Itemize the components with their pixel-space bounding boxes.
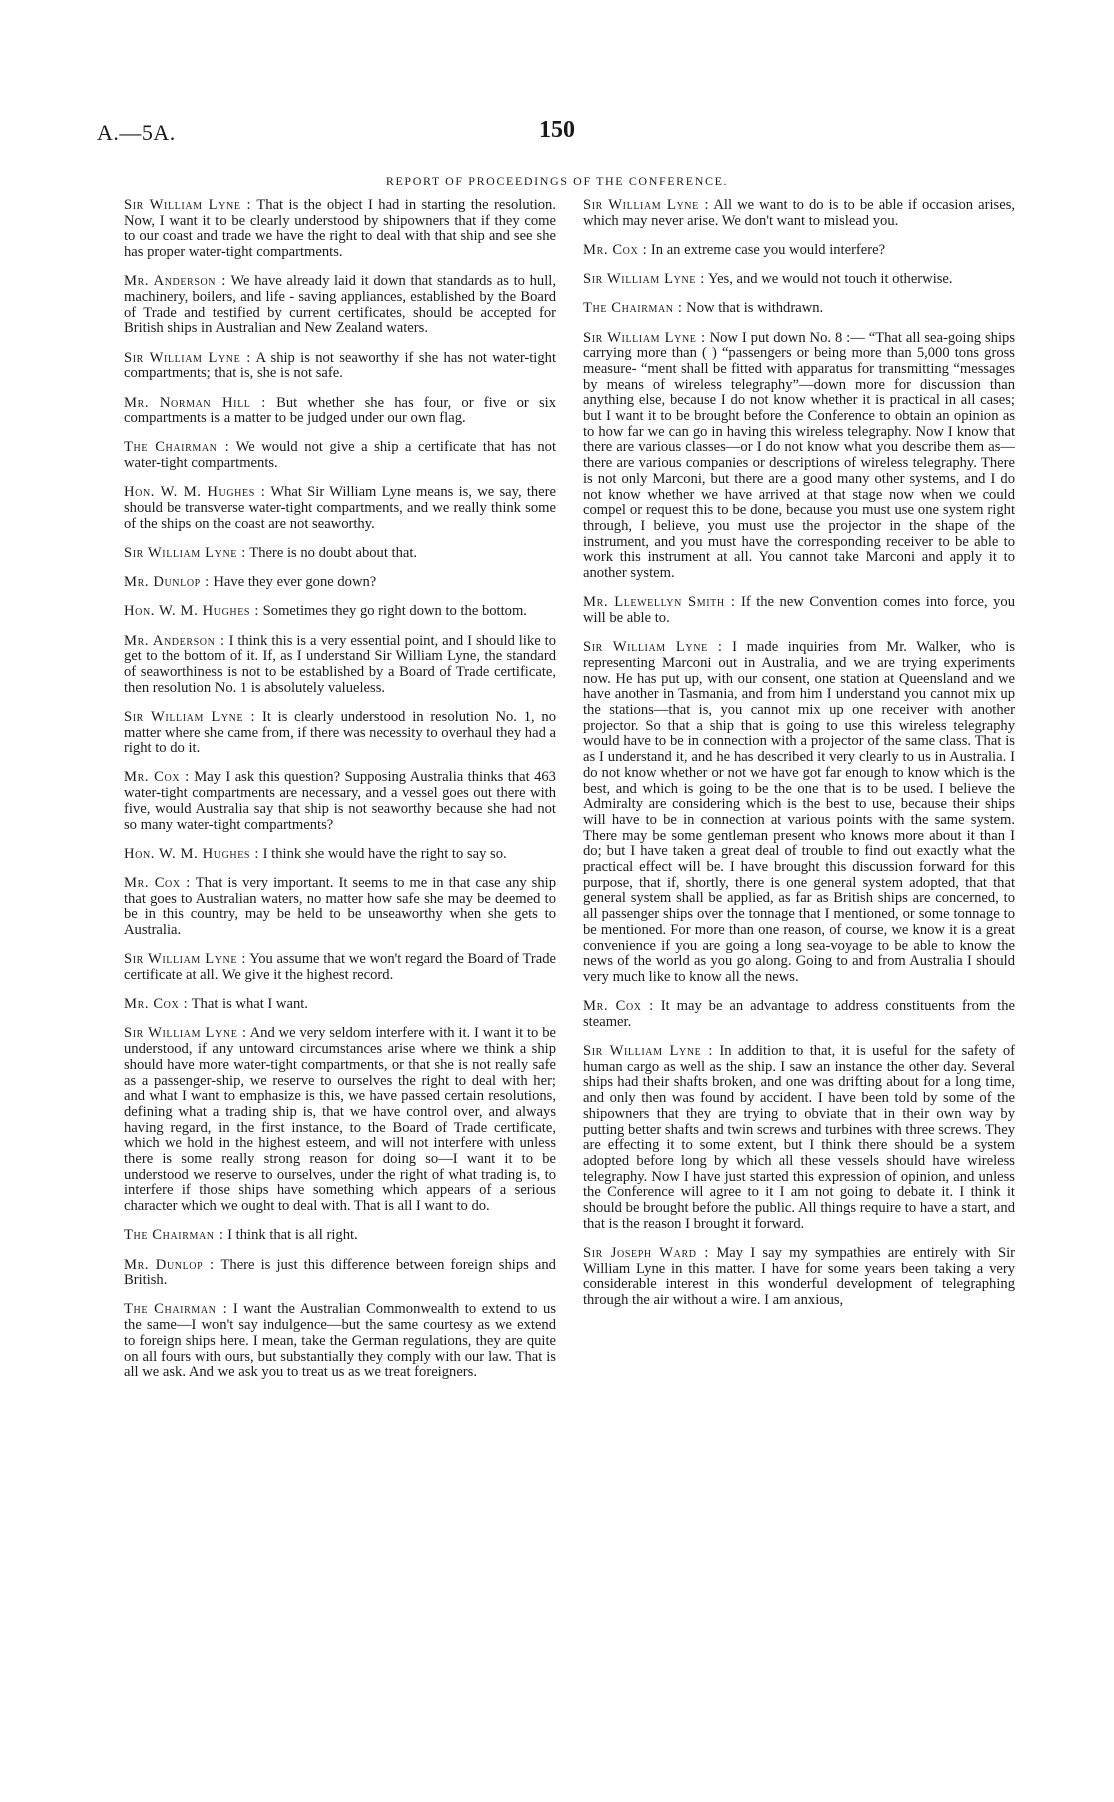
speech-paragraph [124, 485, 556, 532]
speech-text: We would not give a ship a certificate that has not water-tight compartments. [124, 439, 557, 472]
speech-paragraph [124, 1026, 556, 1214]
left-column [124, 198, 556, 1394]
speech-text: That is what I want. [191, 996, 308, 1013]
speaker-name: Mr. Cox : [583, 998, 654, 1015]
speaker-name: Sir William Lyne : [124, 708, 256, 725]
speaker-name: Mr. Cox : [124, 996, 189, 1013]
speech-text: If the new Convention comes into force, you will be able to. [583, 594, 1016, 626]
speaker-name: Sir Joseph Ward : [583, 1244, 710, 1261]
running-head: REPORT OF PROCEEDINGS OF THE CONFERENCE. [385, 174, 729, 188]
speaker-name: Hon. W. M. Hughes : [124, 603, 259, 620]
speaker-name: Sir William Lyne : [124, 1025, 247, 1042]
speaker-name: Sir William Lyne : [124, 197, 252, 213]
speech-paragraph [124, 710, 556, 757]
speaker-name: The Chairman : [124, 439, 230, 456]
speech-text: In addition to that, it is useful for the safety of human cargo as well as the ship. I saw an instance the other day. Several ships had their shafts broken, and one was drifting about for a long time, and only then was found by accident. I have been told by some of the shipowners that they are trying to obviate that in their own way by putting better shafts and twin screws and turbines with three screws. They are effecting it to some extent, but I think there should be a system adopted before long by which all these vessels should have wireless telegraphy. Now I have just started this expression of opinion, and unless the Conference will agree to it I am not going to debate it. I think it should be brought before the public. All things require to have a start, and that is the reason I brought it forward. [583, 1043, 1015, 1232]
speaker-name: Sir William Lyne : [583, 1043, 713, 1060]
speech-text: I want the Australian Commonwealth to extend to us the same—I won't say indulgence—but the same courtesy as we extend to foreign ships here. I mean, take the German regulations, they are quite on all fours with ours, but substantially they comply with our law. That is all we ask. And we ask you to treat us as we treat foreigners. [124, 1301, 556, 1381]
speech-paragraph [124, 274, 556, 337]
speaker-name: The Chairman : [124, 1227, 224, 1244]
speech-paragraph [583, 640, 1015, 985]
speech-paragraph [124, 952, 556, 983]
speech-text: Now I put down No. 8 :— “That all sea-going ships carrying more than ( ) “passengers or being more than 5,000 tons gross measure- “ment shall be fitted with apparatus for transmitting “messages by means of wireless telegraphy”—down more for discussion than anything else, because I do not know whether it is practical in all cases; but I want it to be brought before the Conference to obtain an opinion as to how far we can go in having this wireless telegraphy. Now I know that there are various classes—or I do not know what you describe them as—there are various companies or descriptions of wireless telegraphy. There is not only Marconi, but there are a good many other systems, and I do not know whether we have arrived at that stage now when we could compel or request this to be done, because you must use one system right through, I believe, you must use the projector in the shape of the instrument, and you must have the corresponding receiver to be able to work this instrument at all. You cannot take Marconi and apply it to another system. [583, 329, 1015, 582]
speech-paragraph [583, 331, 1015, 582]
speech-text: Sometimes they go right down to the bottom. [262, 603, 527, 620]
speaker-name: Sir William Lyne : [124, 544, 246, 561]
speech-text: There is just this difference between foreign ships and British. [124, 1256, 556, 1289]
speech-paragraph [583, 1044, 1015, 1232]
speech-paragraph [583, 243, 1015, 259]
speech-text: I think this is a very essential point, and I should like to get to the bottom of it. If, as I understand Sir William Lyne, the standard of seaworthiness is not to be established by a Board of Trade certificate, then resolution No. 1 is absolutely valueless. [124, 632, 556, 696]
speech-text: You assume that we won't regard the Board of Trade certificate at all. We give it the highest record. [124, 951, 556, 984]
speech-paragraph [124, 1302, 556, 1381]
speech-paragraph [583, 272, 1015, 288]
speech-text: I think that is all right. [227, 1227, 358, 1244]
speech-text: In an extreme case you would interfere? [650, 241, 886, 258]
speech-text: We have already laid it down that standards as to hull, machinery, boilers, and life - saving appliances, established by the Board of Trade and testified by current certificates, should be accepted for British ships in Australian and New Zealand waters. [124, 273, 556, 337]
speech-paragraph [124, 1258, 556, 1289]
speaker-name: Mr. Llewellyn Smith : [583, 594, 736, 611]
speech-paragraph [124, 876, 556, 939]
speech-text: What Sir William Lyne means is, we say, there should be transverse water-tight compartments, and we really think some of the ships on the coast are not seaworthy. [124, 484, 556, 532]
speech-paragraph [583, 301, 1015, 317]
speech-text: I think she would have the right to say so. [262, 845, 507, 862]
speaker-name: The Chairman : [124, 1301, 228, 1318]
speaker-name: Hon. W. M. Hughes : [124, 845, 259, 862]
speech-text: Now that is withdrawn. [686, 300, 824, 317]
speech-paragraph [583, 1246, 1015, 1309]
speech-text: Have they ever gone down? [213, 574, 377, 591]
speaker-name: Sir William Lyne : [583, 329, 706, 346]
speech-text: That is the object I had in starting the resolution. Now, I want it to be clearly understood by shipowners that if they come to our coast and trade we have the right to deal with that ship and see she has proper water-tight compartments. [124, 197, 556, 261]
speech-paragraph [124, 440, 556, 471]
speech-paragraph [124, 1228, 556, 1244]
page-reference: A.—5A. [97, 120, 176, 145]
right-column [583, 198, 1015, 1322]
speech-paragraph [124, 997, 556, 1013]
speech-paragraph [583, 198, 1015, 229]
speech-text: It may be an advantage to address constituents from the steamer. [583, 998, 1015, 1030]
speaker-name: Sir William Lyne : [583, 639, 723, 656]
speech-paragraph [124, 575, 556, 591]
speech-paragraph [124, 351, 556, 382]
speaker-name: Hon. W. M. Hughes : [124, 484, 266, 501]
speech-paragraph [124, 198, 556, 261]
speech-paragraph [124, 396, 556, 427]
speech-text: Yes, and we would not touch it otherwise. [708, 271, 953, 288]
speech-paragraph [583, 595, 1015, 626]
speech-text: I made inquiries from Mr. Walker, who is representing Marconi out in Australia, and we are trying experiments now. He has put up, with our consent, one station at Queensland and we have another in Tasmania, and from him I understand you cannot mix up the stations—that is, you cannot mix up one receiver with another projector. So that a ship that is going to use this wireless telegraphy would have to be in connection with a projector of the same class. That is as I understand it, and he has described it very clearly to us in Australia. I do not know whether or not we have got far enough to know which is the best, and which is going to be the one that is to be used. I believe the Admiralty are considering which is the best to use, because their ships will have to be in connection at various points with the same system. There may be some gentleman present who knows more about it than I do; but I have taken a great deal of trouble to find out exactly what the practical effect will be. I have brought this discussion forward for this purpose, that if, shortly, there is one general system adopted, that that general system shall be applied, as far as British ships are concerned, to all passenger ships over the tonnage that I mentioned, or some tonnage to be mentioned. For more than one reason, of course, we know it is a great convenience if you are going a long sea-voyage to be able to know the news of the world as you go along. Going to and from Australia I should very much like to know all the news. [583, 639, 1016, 985]
speech-text: But whether she has four, or five or six compartments is a matter to be judged under our own flag. [124, 394, 556, 427]
speech-paragraph [124, 634, 556, 697]
speech-text: It is clearly understood in resolution No. 1, no matter where she came from, if there was necessity to overhaul they had a right to do it. [124, 708, 556, 757]
speaker-name: Sir William Lyne : [124, 349, 251, 366]
speaker-name: Mr. Cox : [583, 241, 648, 258]
speech-text: May I ask this question? Supposing Australia thinks that 463 water-tight compartments are necessary, and a vessel goes out there with five, would Australia say that ship is not seaworthy because she had not so many water-tight compartments? [124, 769, 556, 833]
speaker-name: Mr. Norman Hill : [124, 394, 266, 411]
speech-text: A ship is not seaworthy if she has not water-tight compartments; that is, she is not safe. [124, 349, 557, 382]
speaker-name: Mr. Anderson : [124, 632, 225, 649]
speech-text: There is no doubt about that. [249, 544, 418, 561]
speaker-name: The Chairman : [583, 300, 683, 317]
speaker-name: Sir William Lyne : [124, 951, 247, 968]
speaker-name: Mr. Dunlop : [124, 1256, 215, 1273]
speech-paragraph [124, 546, 556, 562]
page-number: 150 [539, 117, 575, 143]
speech-paragraph [583, 999, 1015, 1030]
speech-paragraph [124, 847, 556, 863]
speech-text: May I say my sympathies are entirely with Sir William Lyne in this matter. I have for some years been taking a very considerable interest in this wonderful development of telegraphing through the air without a wire. I am anxious, [583, 1244, 1015, 1309]
speaker-name: Mr. Cox : [124, 769, 190, 786]
speech-text: All we want to do is to be able if occasion arises, which may never arise. We don't want to mislead you. [583, 197, 1016, 229]
speech-text: And we very seldom interfere with it. I want it to be understood, if any untoward circumstances arise where we think a ship should have more water-tight compartments, or that she is not really safe as a passenger-ship, we reserve to ourselves the right to deal with her; and what I want to emphasize is this, we have passed certain resolutions, defining what a trading ship is, that we have control over, and always having regard, in the first instance, to the Board of Trade certificate, which we hold in the highest esteem, and will not interfere with unless there is some really strong reason for doing so—I want it to be understood we reserve to ourselves, under the right of what trading is, to interfere if those ships have something which appears of a serious character which we ought to deal with. That is all I want to do. [124, 1025, 556, 1215]
speaker-name: Mr. Dunlop : [124, 574, 210, 591]
speaker-name: Mr. Anderson : [124, 273, 227, 290]
speaker-name: Sir William Lyne : [583, 271, 705, 288]
speech-paragraph [124, 770, 556, 833]
speaker-name: Sir William Lyne : [583, 197, 710, 213]
speaker-name: Mr. Cox : [124, 875, 191, 891]
speech-text: That is very important. It seems to me in that case any ship that goes to Australian waters, no matter how safe she may be deemed to be in this country, may be held to be unseaworthy when she gets to Australia. [124, 875, 556, 939]
speech-paragraph [124, 604, 556, 620]
